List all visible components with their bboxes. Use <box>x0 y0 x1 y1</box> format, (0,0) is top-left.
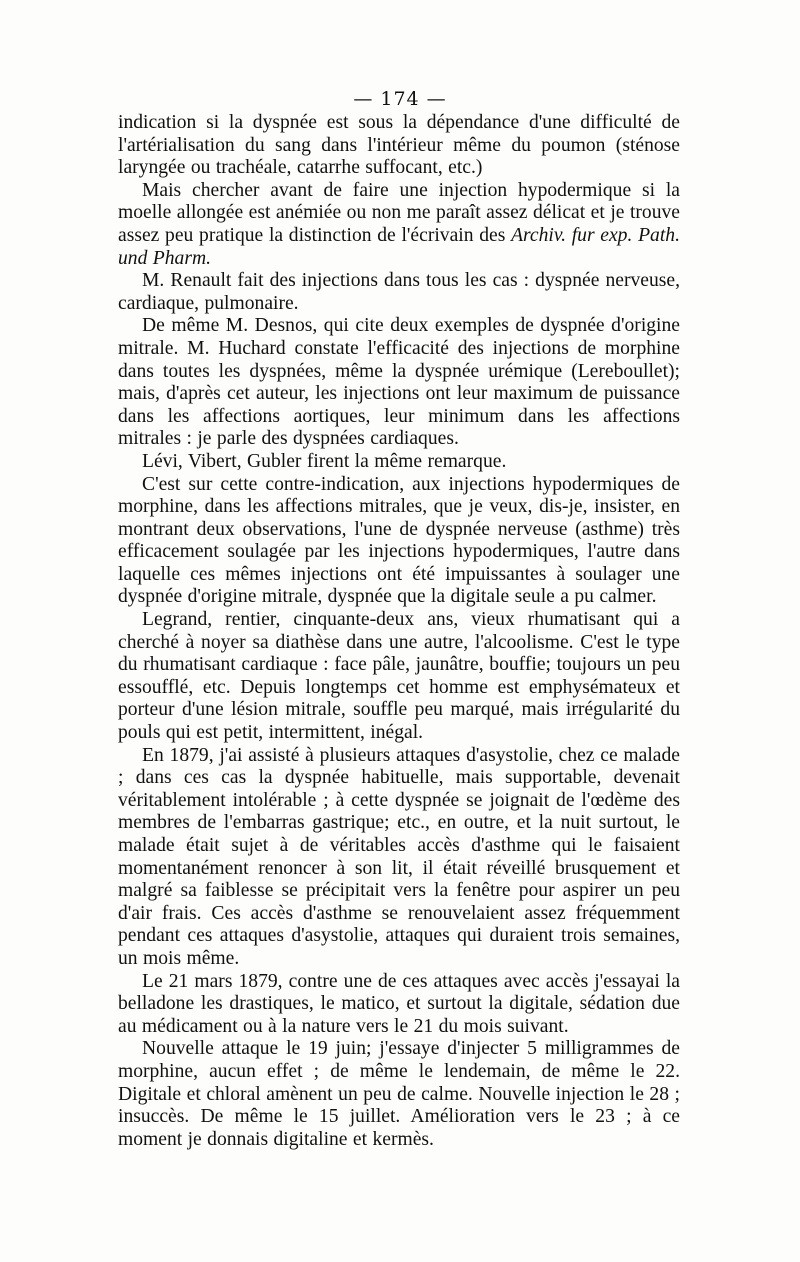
paragraph: Legrand, rentier, cinquante-deux ans, vieux rhumatisant qui a cherché à noyer sa diathèse dans une autre, l'alcoolisme. C'est le type du rhumatisant cardiaque : face pâle, jaunâtre, bouffie; toujours un peu essoufflé, etc. Depuis longtemps cet homme est emphysémateux et porteur d'une lésion mitrale, souffle peu marqué, mais irrégularité du pouls qui est petit, intermittent, inégal. <box>118 609 680 744</box>
paragraph: M. Renault fait des injections dans tous les cas : dyspnée nerveuse, cardiaque, pulmonaire. <box>118 270 680 314</box>
paragraph: C'est sur cette contre-indication, aux injections hypodermiques de morphine, dans les affections mitrales, que je veux, dis-je, insister, en montrant deux observations, l'une de dyspnée nerveuse (asthme) très efficacement soulagée par les injections hypodermiques, l'autre dans laquelle ces mêmes injections ont été impuissantes à soulager une dyspnée d'origine mitrale, dyspnée que la digitale seule a pu calmer. <box>118 473 680 608</box>
body-text <box>118 112 680 1151</box>
paragraph: indication si la dyspnée est sous la dépendance d'une difficulté de l'artérialisation du sang dans l'intérieur même du poumon (sténose laryngée ou trachéale, catarrhe suffocant, etc.) <box>118 112 680 179</box>
journal-citation: Archiv. fur exp. Path. und Pharm. <box>118 224 680 269</box>
paragraph: Le 21 mars 1879, contre une de ces attaques avec accès j'essayai la belladone les drastiques, le matico, et surtout la digitale, sédation due au médicament ou à la nature vers le 21 du mois suivant. <box>118 970 680 1037</box>
page-number: — 174 — <box>353 88 447 110</box>
paragraph <box>118 180 680 270</box>
paragraph-text: Mais chercher avant de faire une injection hypodermique si la moelle allongée est anémiée ou non me paraît assez délicat et je trouve assez peu pratique la distinction de l'écrivain des <box>118 179 680 246</box>
paragraph: De même M. Desnos, qui cite deux exemples de dyspnée d'origine mitrale. M. Huchard constate l'efficacité des injections de morphine dans toutes les dyspnées, même la dyspnée urémique (Lereboullet); mais, d'après cet auteur, les injections ont leur maximum de puissance dans les affections aortiques, leur minimum dans les affections mitrales : je parle des dyspnées cardiaques. <box>118 315 680 450</box>
paragraph: Nouvelle attaque le 19 juin; j'essaye d'injecter 5 milligrammes de morphine, aucun effet ; de même le lendemain, de même le 22. Digitale et chloral amènent un peu de calme. Nouvelle injection le 28 ; insuccès. De même le 15 juillet. Amélioration vers le 23 ; à ce moment je donnais digitaline et kermès. <box>118 1038 680 1150</box>
paragraph: En 1879, j'ai assisté à plusieurs attaques d'asystolie, chez ce malade ; dans ces cas la dyspnée habituelle, mais supportable, devenait véritablement intolérable ; à cette dyspnée se joignait de l'œdème des membres de l'embarras gastrique; etc., en outre, et la nuit surtout, le malade était sujet à de véritables accès d'asthme qui le faisaient momentanément renoncer à son lit, il était réveillé brusquement et malgré sa faiblesse se précipitait vers la fenêtre pour aspirer un peu d'air frais. Ces accès d'asthme se renouvelaient assez fréquemment pendant ces attaques d'asystolie, attaques qui duraient trois semaines, un mois même. <box>118 744 680 969</box>
paragraph: Lévi, Vibert, Gubler firent la même remarque. <box>142 450 507 472</box>
